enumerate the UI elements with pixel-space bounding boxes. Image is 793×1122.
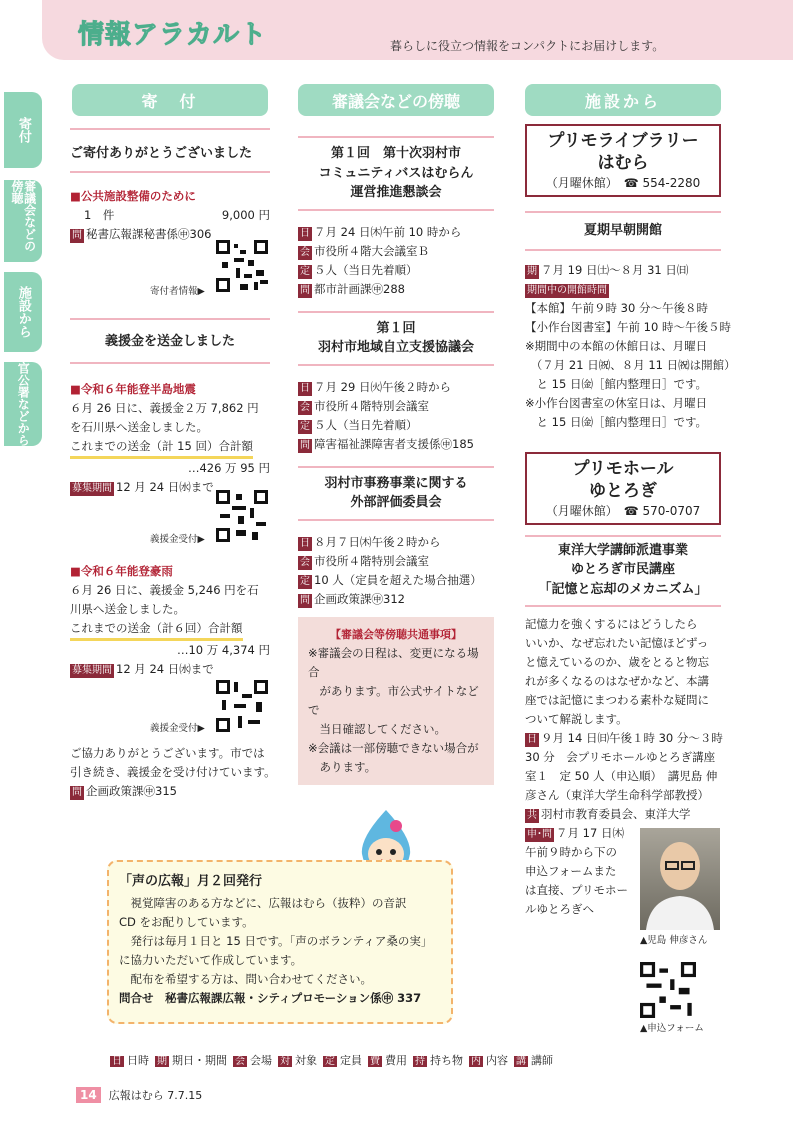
hall-closed: （月曜休館）	[545, 503, 612, 518]
hall-tel: ☎ 570-0707	[623, 503, 701, 518]
voice-pr-box	[107, 860, 453, 1024]
legend-item: 内 内容	[471, 1054, 508, 1067]
photo-caption: ▲児島 伸彦さん	[640, 935, 708, 946]
library-note: ※小作台図書室の休室日は、月曜日	[525, 395, 708, 410]
lecture-apply: ７月 17 日㈭	[556, 826, 624, 840]
meeting-3-date: ８月７日㈭午後２時から	[314, 534, 441, 549]
qr-label: 寄付者情報▶	[150, 286, 205, 297]
side-tab-hearing[interactable]: 審議会などの傍聴	[4, 180, 42, 262]
meeting-3-title: 羽村市事務事業に関する	[324, 475, 468, 491]
noto-heading: ■令和６年能登半島地震	[70, 381, 196, 396]
aid-column	[70, 318, 270, 497]
legend-item: 会 会場	[235, 1054, 272, 1067]
side-tab-donation[interactable]: 寄付	[4, 92, 42, 168]
meeting-3-title: 外部評価委員会	[350, 495, 442, 510]
section-heading-hearing: 審議会などの傍聴	[298, 84, 494, 116]
legend	[110, 1052, 553, 1068]
period-tag: 募集期間	[72, 665, 112, 676]
qr-code[interactable]	[640, 962, 696, 1018]
period-tag: 募集期間	[72, 482, 112, 494]
voice-pr-title: 「声の広報」月２回発行	[119, 874, 263, 889]
lecture-apply: 申込フォームまた	[525, 864, 617, 878]
rain-total-value: …10 万 4,374 円	[176, 643, 270, 657]
meeting-3-capacity: 10 人（定員を超えた場合抽選）	[314, 572, 482, 587]
lecture-apply: ルゆとろぎへ	[525, 902, 594, 916]
voice-pr-body: CD をお配りしています。	[119, 915, 254, 929]
donation-contact: 秘書広報課秘書係㊥306	[86, 227, 212, 241]
side-tab-facilities[interactable]: 施設から	[4, 272, 42, 352]
donation-title: ご寄付ありがとうございました	[70, 128, 270, 161]
library-closed: （月曜休館）	[545, 176, 612, 190]
lecture-title: ゆとろぎ市民講座	[570, 562, 675, 577]
hall-name: ゆとろぎ	[589, 480, 657, 501]
lecture-detail: 彦さん（東洋大学生命科学部教授）	[525, 788, 709, 802]
meeting-1-place: 市役所４階大会議室Ｂ	[314, 243, 429, 258]
lecture-body: 座では記憶にまつわる素朴な疑問に	[525, 693, 709, 707]
lecture-apply: 午前９時から下の	[525, 845, 617, 859]
voice-pr-body: 視覚障害のある方などに、広報はむら（抜粋）の音訳	[119, 896, 407, 910]
legend-item: 対 対象	[280, 1054, 317, 1067]
library-name-box	[525, 124, 721, 197]
common-notes-heading: 【審議会等傍聴共通事項】	[330, 627, 462, 641]
meeting-2-capacity: ５人（当日先着順）	[314, 417, 418, 432]
qr-code[interactable]	[216, 680, 268, 732]
meeting-1-title: コミュニティバスはむらん	[318, 165, 474, 181]
qr-caption: ▲申込フォーム	[640, 1023, 704, 1034]
library-period: ７月 19 日㈯～８月 31 日㈰	[541, 262, 689, 277]
library-note: （７月 21 日㈷、８月 11 日㈷は開館）	[525, 357, 736, 372]
lecture-detail: 30 分 会プリモホールゆとろぎ講座	[525, 750, 716, 764]
meeting-3-place: 市役所４階特別会議室	[314, 553, 429, 568]
voice-pr-contact: 問合せ 秘書広報課広報・シティプロモーション係㊥ 337	[119, 991, 422, 1005]
note-line: があります。市公式サイトなどで	[308, 683, 479, 717]
donation-sub-heading: ■公共施設整備のために	[70, 189, 196, 203]
contact-tag: 問	[72, 230, 82, 241]
lecture-body: いいか、なぜ忘れたい記憶ほどずっ	[525, 636, 709, 650]
section-heading-facilities: 施設から	[525, 84, 721, 116]
hall-name: プリモホール	[572, 458, 674, 479]
qr-code[interactable]	[216, 240, 268, 292]
facility-column: プリモライブラリー はむら （月曜休館） ☎ 554-2280 夏期早朝開館 期 ７月 19 日㈯～８月 31 日㈰ 期間中の開館時間 【本館】午前９時 30 分～午後８時 【小作台図書室】午前 10 時～午後５時 ※期間中の本館の休館日は、月曜日 （７月 21 日㈷、８月 11 日㈷は開館） と 15 日㈮［館内整理日］です。 ※小作台図書室の休室日は、月曜日 と 15 日㈮［館内整理日］です。 プリモホール ゆとろぎ （月曜休館） ☎ 570-0707 東洋大学講師派遣事業 ゆとろぎ市民講座 「記憶と忘却のメカニズム」 記憶力を強くするにはどうしたら いいか、なぜ忘れたい記憶ほどずっ と憶えているのか、歳をとると物忘 れが多くなるのはなぜかなど、本講 座では記憶にまつわる素朴な疑問に ついて解説します。 日 ９月 14 日㈰午後１時 30 分～３時 30 分 会プリモホールゆとろぎ講座 室１ 定 50 人（申込順） 講児島 伸 彦さん（東洋大学生命科学部教授） 共 羽村市教育委員会、東洋大学 申･問 ７月 17 日㈭ 午前９時から下の 申込フォームまた は直接、プリモホー ルゆとろぎへ	[525, 124, 721, 919]
donation-column	[70, 128, 270, 244]
library-name: プリモライブラリー	[547, 131, 699, 151]
lecture-cohost: 羽村市教育委員会、東洋大学	[541, 807, 691, 821]
lecture-date: ９月 14 日㈰午後１時 30 分～３時	[541, 731, 723, 745]
legend-item: 持 持ち物	[415, 1054, 463, 1067]
legend-item: 期 期日・期間	[157, 1054, 227, 1067]
meeting-2-place: 市役所４階特別会議室	[314, 398, 429, 413]
library-branch-hours: 【小作台図書室】午前 10 時～午後５時	[525, 319, 731, 334]
qr-label: 義援金受付▶	[150, 534, 205, 545]
lecture-detail: 室１ 定 50 人（申込順） 講児島 伸	[525, 769, 718, 783]
hearing-column: 第１回 第十次羽村市 コミュニティバスはむらん 運営推進懇談会 日 ７月 24 日㈭午前 10 時から 会 市役所４階大会議室Ｂ 定 ５人（当日先着順） 問 都市計画課㊥288 第１回 羽村市地域自立支援協議会 日 ７月 29 日㈫午後２時から 会 市役所４階特別会議室 定 ５人（当日先着順） 問 障害福祉課障害者支援係㊥185 羽村市事務事業に関する 外部評価委員会 日 ８月７日㈭午後２時から 会 市役所４階特別会議室 定 10 人（定員を超えた場合抽選） 問 企画政策課㊥312 【審議会等傍聴共通事項】 ※審議会の日程は、変更になる場合 があります。市公式サイトなどで 当日確認してください。 ※会議は一部傍聴できない場合が あります。	[298, 136, 494, 785]
lecture-body: 記憶力を強くするにはどうしたら	[525, 617, 698, 631]
voice-pr-body: 配布を希望する方は、問い合わせてください。	[119, 972, 372, 986]
noto-period: 12 月 24 日㈬まで	[116, 479, 214, 494]
library-note: と 15 日㈮［館内整理日］です。	[525, 376, 708, 391]
lecturer-photo	[640, 828, 720, 930]
lecture-body: と憶えているのか、歳をとると物忘	[525, 655, 709, 669]
library-note: ※期間中の本館の休館日は、月曜日	[525, 338, 708, 353]
meeting-1-date: ７月 24 日㈭午前 10 時から	[314, 224, 462, 239]
common-notes-box	[298, 617, 494, 785]
legend-item: 定 定員	[325, 1054, 362, 1067]
note-line: 当日確認してください。	[308, 721, 446, 736]
noto-total-value: …426 万 95 円	[187, 460, 270, 475]
lecture-apply: は直接、プリモホー	[525, 883, 629, 897]
rain-heading: ■令和６年能登豪雨	[70, 564, 173, 578]
library-main-hours: 【本館】午前９時 30 分～午後８時	[525, 300, 708, 315]
library-event-title: 夏期早朝開館	[583, 223, 662, 238]
meeting-1-title: 第１回 第十次羽村市	[330, 146, 461, 161]
page-title: 情報アラカルト	[78, 20, 268, 50]
voice-pr-body: に協力いただいて作成しています。	[119, 953, 303, 967]
page-footer	[76, 1087, 202, 1103]
meeting-1-title: 運営推進懇談会	[350, 185, 442, 200]
rain-line-2: 川県へ送金しました。	[70, 602, 185, 616]
rain-total-label: これまでの送金（計６回）合計額	[70, 619, 243, 641]
donation-amount: 9,000 円	[221, 208, 270, 222]
donation-count: 1 件	[84, 208, 115, 222]
noto-line-1: ６月 26 日に、義援金２万 7,862 円	[70, 400, 259, 415]
library-tel: ☎ 554-2280	[623, 176, 701, 190]
voice-pr-body: 発行は毎月１日と 15 日です。「声のボランティア桑の実」	[119, 934, 433, 948]
library-note: と 15 日㈮［館内整理日］です。	[525, 414, 708, 429]
library-name: はむら	[597, 153, 649, 173]
meeting-3-contact: 企画政策課㊥312	[314, 591, 405, 606]
lecture-title: 東洋大学講師派遣事業	[557, 542, 688, 558]
meeting-2-date: ７月 29 日㈫午後２時から	[314, 379, 451, 394]
aid-thanks	[70, 744, 276, 801]
meeting-1-contact: 都市計画課㊥288	[314, 281, 405, 296]
rain-line-1: ６月 26 日に、義援金 5,246 円を石	[70, 583, 259, 597]
qr-code[interactable]	[216, 490, 268, 542]
aid-title: 義援金を送金しました	[104, 334, 235, 349]
note-line: ※審議会の日程は、変更になる場合	[308, 645, 479, 679]
qr-label: 義援金受付▶	[150, 723, 205, 734]
note-line: ※会議は一部傍聴できない場合が	[308, 740, 479, 755]
noto-total-label: これまでの送金（計 15 回）合計額	[70, 437, 253, 459]
thanks-line-1: ご協力ありがとうございます。市では	[70, 746, 265, 760]
rain-block	[70, 562, 270, 679]
note-line: あります。	[308, 759, 377, 774]
lecture-title: 「記憶と忘却のメカニズム」	[538, 581, 708, 597]
meeting-2-title: 羽村市地域自立支援協議会	[317, 340, 474, 355]
side-tab-government[interactable]: 官公署などから	[4, 362, 42, 446]
issue-label: 広報はむら 7.7.15	[108, 1089, 203, 1102]
section-heading-donation: 寄 付	[72, 84, 268, 116]
meeting-2-title: 第１回	[376, 320, 416, 336]
page-number: 14	[76, 1087, 101, 1103]
meeting-2-contact: 障害福祉課障害者支援係㊥185	[314, 436, 474, 451]
legend-item: 日 日時	[112, 1054, 149, 1067]
hall-name-box	[525, 452, 721, 525]
noto-line-2: を石川県へ送金しました。	[70, 419, 208, 434]
legend-item: 費 費用	[370, 1054, 407, 1067]
page-subtitle: 暮らしに役立つ情報をコンパクトにお届けします。	[390, 39, 665, 53]
lecture-body: ついて解説します。	[525, 712, 628, 726]
rain-period: 12 月 24 日㈬まで	[116, 662, 214, 676]
hours-tag: 期間中の開館時間	[527, 284, 607, 296]
lecture-body: れが多くなるのはなぜかなど、本講	[525, 674, 709, 688]
thanks-line-2: 引き続き、義援金を受け付けています。	[70, 765, 276, 779]
legend-item: 講 講師	[516, 1054, 553, 1067]
meeting-1-capacity: ５人（当日先着順）	[314, 262, 418, 277]
contact-tag: 問	[72, 787, 82, 798]
aid-contact: 企画政策課㊥315	[86, 784, 177, 798]
